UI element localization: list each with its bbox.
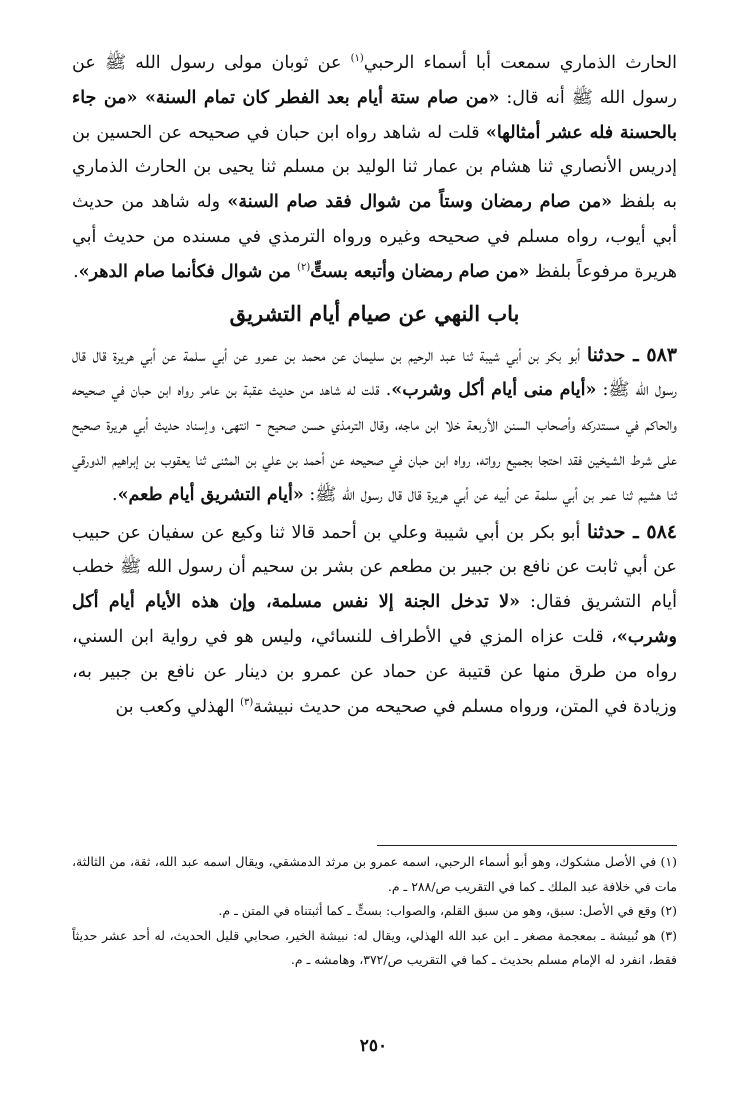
intro-paragraph: [72, 46, 677, 290]
hadith-text: أبو بكر بن أبي شيبة ثنا عبد الرحيم بن سليمان عن محمد بن عمرو عن أبي سلمة عن أبي هريرة قال قال رسول الله ﷺ:: [72, 345, 677, 401]
footnote-2: (٢) وقع في الأصل: سبق، وهو من سبق القلم، والصواب: بستٍّ ـ كما أثبتناه في المتن ـ م.: [218, 903, 677, 918]
haddathana-label: حدثنا: [586, 343, 626, 366]
footnote-divider: [377, 845, 677, 846]
page-body: [72, 46, 677, 724]
hadith-number: ٥٨٣: [646, 343, 677, 366]
intro-text-2: عن ثوبان مولى رسول الله ﷺ عن رسول الله ﷺ أنه قال:: [72, 53, 677, 108]
quoted-hadith-bold: «لا تدخل الجنة إلا نفس مسلمة، وإن هذه الأيام أيام أكل وشرب»: [72, 592, 677, 647]
hadith-dash: ـ: [625, 520, 647, 543]
quoted-hadith-bold: «أيام منى أيام أكل وشرب»: [391, 380, 597, 401]
quoted-hadith-bold: «من صام رمضان وستاً من شوال فقد صام السنة»: [227, 192, 613, 213]
hadith-dash: ـ: [625, 343, 647, 366]
hadith-text: . قلت له شاهد من حديث عقبة بن عامر رواه ابن حبان في صحيحه والحاكم في مستدركه وأصحاب السنن الأربعة خلا ابن ماجه، وقال الترمذي حسن صحيح - انتهى، وإسناد حديث أبي هريرة صحيح على شرط الشيخين فقد احتجا بجميع رواته، رواه ابن حبان في صحيحه عن أحمد بن علي بن المثنى ثنا يعقوب بن إبراهيم الدورقي ثنا هشيم ثنا عمر بن أبي سلمة عن أبيه عن أبي هريرة قال قال رسول الله ﷺ:: [72, 380, 677, 505]
chapter-title: باب النهي عن صيام أيام التشريق: [229, 300, 520, 326]
intro-text-3: قلت له شاهد رواه ابن حبان في صحيحه عن الحسين بن إدريس الأنصاري ثنا هشام بن عمار ثنا الوليد بن مسلم ثنا يحيى بن الحارث الذماري به بلفظ: [72, 122, 677, 213]
haddathana-label: حدثنا: [586, 520, 626, 543]
footnote-3: (٣) هو نُبيشة ـ بمعجمة مصغر ـ ابن عبد الله الهذلي، ويقال له: نبيشة الخير، صحابي قليل الحديث، له أحد عشر حديثاً فقط، انفرد له الإمام مسلم بحديث ـ كما في التقريب ص/٣٧٢، وهامشه ـ م.: [72, 927, 677, 967]
hadith-number: ٥٨٤: [646, 520, 677, 543]
footnotes-section: [72, 850, 677, 973]
quoted-hadith-bold: «من صام ستة أيام بعد الفطر كان تمام السنة» «من جاء بالحسنة فله عشر أمثالها»: [72, 87, 677, 143]
hadith-584: [72, 515, 677, 725]
quoted-hadith-bold: «أيام التشريق أيام طعم»: [117, 484, 304, 505]
page-number: ٢٥٠: [359, 1036, 388, 1056]
hadith-text: .: [112, 484, 118, 505]
hadith-text: أبو بكر بن أبي شيبة وعلي بن أحمد قالا ثنا وكيع عن سفيان عن حبيب عن أبي ثابت عن نافع بن جبير بن مطعم عن بشر بن سحيم أن رسول الله ﷺ خطب أيام التشريق فقال:: [72, 522, 677, 613]
intro-text-5: .: [73, 261, 79, 282]
footnote-ref-3[interactable]: (٣): [240, 696, 254, 708]
quoted-hadith-bold: «من صام رمضان وأتبعه بستٍّ: [310, 261, 530, 282]
footnote-1: (١) في الأصل مشكوك، وهو أبو أسماء الرحبي، اسمه عمرو بن مرثد الدمشقي، ويقال اسمه عبد الله، ثقة، من الثالثة، مات في خلافة عبد الملك ـ كما في التقريب ص/٢٨٨ ـ م.: [72, 854, 677, 894]
hadith-text: ، قلت عزاه المزي في الأطراف للنسائي، وليس هو في رواية ابن السني، رواه من طرق منها عن قتيبة عن حماد عن عمرو بن دينار عن نافع بن جبير به، وزيادة في المتن، ورواه مسلم في صحيحه من حديث نبيشة: [72, 626, 677, 717]
hadith-583: [72, 338, 677, 513]
footnote-ref-2[interactable]: (٢): [297, 261, 311, 273]
hadith-text: الهذلي وكعب بن: [115, 696, 241, 717]
intro-text-1: الحارث الذماري سمعت أبا أسماء الرحبي: [363, 53, 677, 73]
footnote-ref-1[interactable]: (١): [350, 53, 364, 65]
quoted-hadith-bold: من شوال فكأنما صام الدهر»: [78, 261, 298, 282]
intro-text-4: وله شاهد من حديث أبي أيوب، رواه مسلم في صحيحه وغيره ورواه الترمذي في مسنده من حديث أبي هريرة مرفوعاً بلفظ: [72, 192, 677, 282]
